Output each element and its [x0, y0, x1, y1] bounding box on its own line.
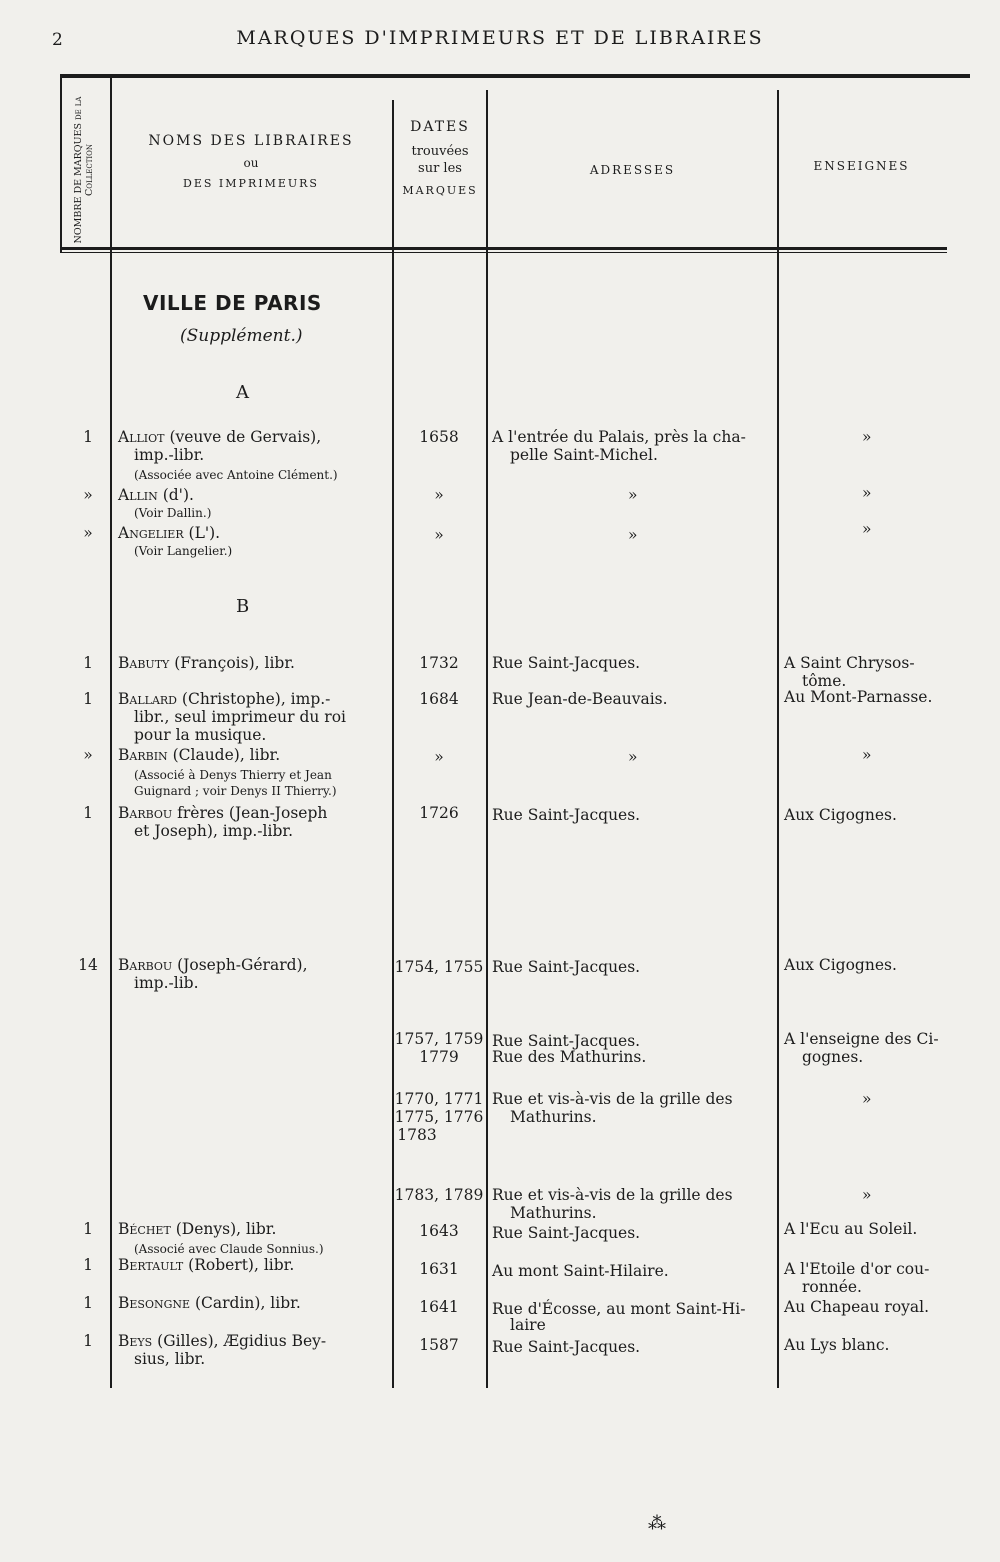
row-name-rest: (Claude), libr. [167, 746, 281, 764]
row-sign: Aux Cigognes. [784, 806, 897, 824]
row-note: (Associé avec Claude Sonnius.) [134, 1242, 324, 1256]
row-sign: Au Lys blanc. [784, 1336, 890, 1354]
header-signs: ENSEIGNES [813, 159, 910, 173]
row-name-rest: frères (Jean-Joseph [172, 804, 328, 822]
top-rule [60, 74, 970, 78]
row-count: » [83, 486, 93, 504]
row-dates: 1641 [419, 1298, 459, 1316]
row-name-surname: Allin [118, 486, 158, 504]
row-address: Rue Saint-Jacques. [492, 1224, 641, 1242]
row-name-line2: imp.-libr. [134, 446, 205, 464]
header-count-column [60, 90, 110, 250]
row-name [118, 1256, 294, 1274]
row-address: A l'entrée du Palais, près la cha- [492, 428, 746, 446]
row-address: Rue Saint-Jacques. [492, 654, 641, 672]
bottom-ornament: ⁂ [648, 1513, 666, 1534]
row-address-line2: laire [510, 1316, 546, 1334]
row-name-surname: Bertault [118, 1256, 184, 1274]
row-dates: 1643 [419, 1222, 459, 1240]
row-count: 1 [83, 1220, 93, 1238]
row-name [118, 1332, 326, 1350]
row-count: 14 [78, 956, 98, 974]
header-names-line2: ou [243, 155, 259, 170]
row-dates: 1726 [419, 804, 459, 822]
row-sign: A l'enseigne des Ci- [784, 1030, 939, 1048]
row-sign-line2: gognes. [802, 1048, 864, 1066]
row-dates: 1754, 1755 [394, 958, 484, 976]
row-address-line2: Rue des Mathurins. [492, 1048, 647, 1066]
row-sign: Au Mont-Parnasse. [784, 688, 933, 706]
header-names-line1: NOMS DES LIBRAIRES [148, 133, 354, 149]
row-address: Rue Saint-Jacques. [492, 1032, 641, 1050]
row-dates-line3: 1783 [397, 1126, 437, 1144]
header-dates-line3: sur les [418, 161, 462, 177]
letter-heading-b: B [236, 596, 250, 617]
row-dates: » [434, 748, 444, 766]
row-note: (Voir Dallin.) [134, 506, 212, 520]
row-count: 1 [83, 804, 93, 822]
row-address: Rue d'Écosse, au mont Saint-Hi- [492, 1300, 746, 1318]
header-dates-line4: MARQUES [402, 183, 478, 197]
row-name-line2: imp.-lib. [134, 974, 199, 992]
row-dates: 1631 [419, 1260, 459, 1278]
row-sign: » [862, 1090, 872, 1108]
row-name-rest: (L'). [183, 524, 221, 542]
row-name-surname: Besongne [118, 1294, 191, 1312]
row-sign: » [862, 484, 872, 502]
row-address: Rue Saint-Jacques. [492, 806, 641, 824]
row-name-line2: libr., seul imprimeur du roi [134, 708, 346, 726]
row-address: Rue Jean-de-Beauvais. [492, 690, 668, 708]
row-address: » [628, 486, 638, 504]
header-rule [60, 247, 947, 250]
row-name-rest: (Robert), libr. [183, 1256, 295, 1274]
row-name-surname: Barbin [118, 746, 168, 764]
header-dates [394, 118, 486, 199]
row-sign: Aux Cigognes. [784, 956, 897, 974]
supplement-label: (Supplément.) [180, 326, 303, 346]
row-note: (Associée avec Antoine Clément.) [134, 468, 338, 482]
header-names-line3: DES IMPRIMEURS [183, 177, 319, 191]
row-name-rest: (François), libr. [169, 654, 295, 672]
row-count: 1 [83, 1332, 93, 1350]
row-sign: » [862, 520, 872, 538]
row-name-surname: Angelier [118, 524, 184, 542]
row-name-surname: Beys [118, 1332, 153, 1350]
row-name-line2: sius, libr. [134, 1350, 206, 1368]
row-name [118, 428, 321, 446]
row-name-surname: Béchet [118, 1220, 171, 1238]
row-name-rest: (Joseph-Gérard), [172, 956, 308, 974]
row-name [118, 746, 280, 764]
row-address: » [628, 526, 638, 544]
row-name-line2: et Joseph), imp.-libr. [134, 822, 294, 840]
row-note-line2: Guignard ; voir Denys II Thierry.) [134, 784, 337, 798]
row-name-rest: (d'). [157, 486, 194, 504]
row-name [118, 654, 295, 672]
row-address: » [628, 748, 638, 766]
row-address: Rue et vis-à-vis de la grille des [492, 1090, 733, 1108]
row-count: 1 [83, 690, 93, 708]
row-name [118, 1220, 276, 1238]
row-name-surname: Babuty [118, 654, 170, 672]
row-address: Rue Saint-Jacques. [492, 958, 641, 976]
row-name-rest: (Christophe), imp.- [177, 690, 331, 708]
row-sign: » [862, 1186, 872, 1204]
row-name-surname: Ballard [118, 690, 177, 708]
row-name-line3: pour la musique. [134, 726, 267, 744]
header-dates-line1: DATES [410, 119, 470, 135]
header-names [112, 132, 390, 192]
row-address-line2: Mathurins. [510, 1204, 597, 1222]
row-count: 1 [83, 1294, 93, 1312]
row-address: Rue et vis-à-vis de la grille des [492, 1186, 733, 1204]
row-name-surname: Alliot [118, 428, 165, 446]
row-name [118, 956, 308, 974]
row-dates-line2: 1779 [419, 1048, 459, 1066]
row-address-line2: pelle Saint-Michel. [510, 446, 658, 464]
row-name [118, 486, 194, 504]
column-divider-4 [777, 90, 779, 1388]
row-name-rest: (Cardin), libr. [190, 1294, 301, 1312]
row-address: Rue Saint-Jacques. [492, 1338, 641, 1356]
row-name-rest: (veuve de Gervais), [164, 428, 322, 446]
row-dates: 1757, 1759 [394, 1030, 484, 1048]
row-sign: » [862, 428, 872, 446]
header-count-label: NOMBRE DE MARQUES de la Collection [73, 96, 95, 244]
row-name-surname: Barbou [118, 804, 173, 822]
row-sign: A l'Ecu au Soleil. [784, 1220, 918, 1238]
row-dates: 1732 [419, 654, 459, 672]
row-dates: » [434, 486, 444, 504]
row-address-line2: Mathurins. [510, 1108, 597, 1126]
row-count: » [83, 746, 93, 764]
city-heading: VILLE DE PARIS [143, 291, 322, 315]
row-name [118, 524, 220, 542]
row-dates: 1658 [419, 428, 459, 446]
row-sign: A l'Etoile d'or cou- [784, 1260, 930, 1278]
header-addresses: ADRESSES [589, 163, 676, 177]
row-name-rest: (Denys), libr. [170, 1220, 277, 1238]
row-sign: A Saint Chrysos- [784, 654, 915, 672]
row-dates: 1783, 1789 [394, 1186, 484, 1204]
row-dates: » [434, 526, 444, 544]
row-dates: 1587 [419, 1336, 459, 1354]
row-note: (Voir Langelier.) [134, 544, 233, 558]
letter-heading-a: A [236, 382, 249, 403]
row-name-rest: (Gilles), Ægidius Bey- [152, 1332, 327, 1350]
header-dates-line2: trouvées [411, 143, 469, 159]
header-rule-thin [60, 252, 947, 253]
row-count: 1 [83, 654, 93, 672]
row-name-surname: Barbou [118, 956, 173, 974]
row-sign-line2: tôme. [802, 672, 847, 690]
page-number: 2 [52, 30, 63, 50]
row-count: 1 [83, 1256, 93, 1274]
row-name [118, 1294, 301, 1312]
row-note: (Associé à Denys Thierry et Jean [134, 768, 332, 782]
row-dates: 1684 [419, 690, 459, 708]
row-count: » [83, 524, 93, 542]
row-sign-line2: ronnée. [802, 1278, 862, 1296]
row-name [118, 690, 330, 708]
row-address: Au mont Saint-Hilaire. [492, 1262, 669, 1280]
column-divider-1 [110, 78, 112, 1388]
row-sign: Au Chapeau royal. [784, 1298, 930, 1316]
row-dates-line2: 1775, 1776 [394, 1108, 484, 1126]
row-name [118, 804, 327, 822]
row-count: 1 [83, 428, 93, 446]
running-head: MARQUES D'IMPRIMEURS ET DE LIBRAIRES [236, 27, 764, 49]
row-sign: » [862, 746, 872, 764]
row-dates: 1770, 1771 [394, 1090, 484, 1108]
